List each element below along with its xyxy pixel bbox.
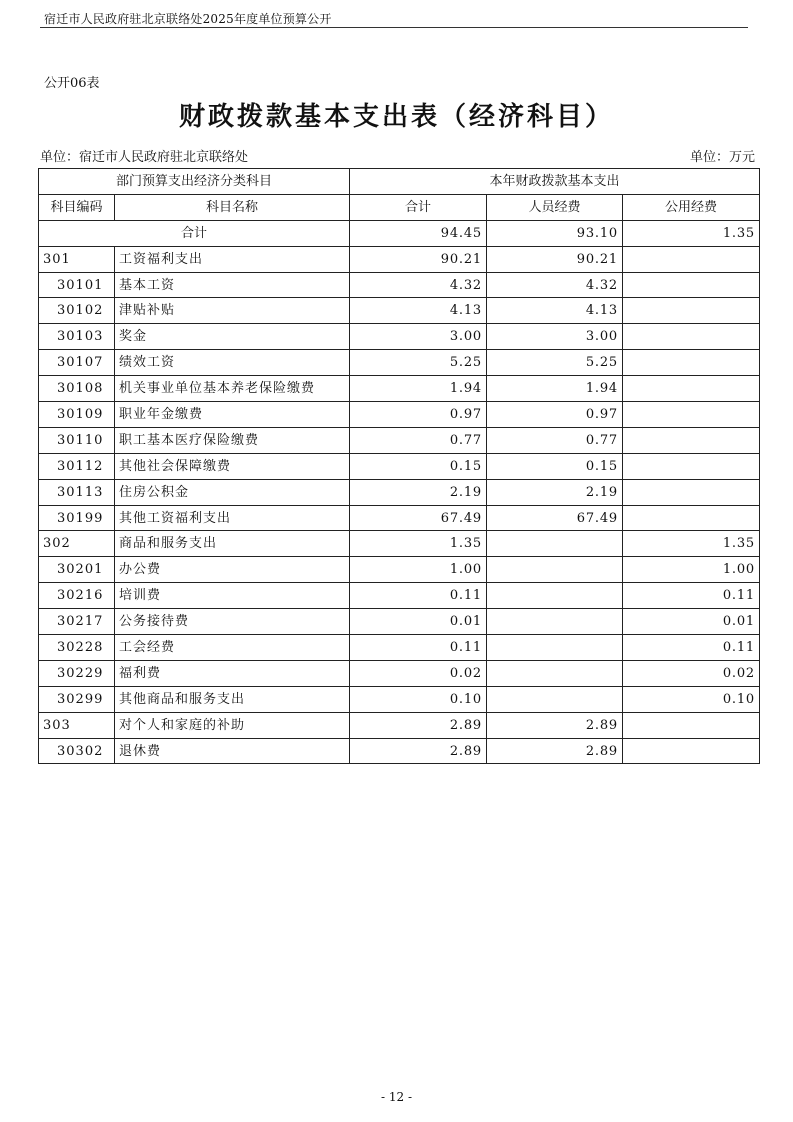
- cell-total: 0.10: [350, 686, 487, 712]
- table-row: [39, 660, 760, 686]
- cell-public: 0.02: [623, 660, 760, 686]
- table-row: [39, 686, 760, 712]
- table-row: [39, 557, 760, 583]
- cell-name: 其他商品和服务支出: [115, 686, 350, 712]
- cell-name: 其他社会保障缴费: [115, 453, 350, 479]
- cell-name: 工资福利支出: [115, 246, 350, 272]
- column-header-personnel: 人员经费: [487, 194, 623, 220]
- cell-code: 30199: [39, 505, 115, 531]
- cell-name: 绩效工资: [115, 350, 350, 376]
- cell-code: 30201: [39, 557, 115, 583]
- cell-name: 职工基本医疗保险缴费: [115, 427, 350, 453]
- table-row: [39, 479, 760, 505]
- cell-name: 办公费: [115, 557, 350, 583]
- unit-name: 单位：宿迁市人民政府驻北京联络处: [40, 150, 249, 165]
- table-row: [39, 609, 760, 635]
- cell-code: 303: [39, 712, 115, 738]
- cell-name: 基本工资: [115, 272, 350, 298]
- total-personnel-value: 93.10: [487, 220, 623, 246]
- currency-unit: 单位：万元: [689, 150, 755, 165]
- header-divider: [40, 27, 748, 28]
- cell-personnel: 0.77: [487, 427, 623, 453]
- cell-code: 30299: [39, 686, 115, 712]
- cell-personnel: [487, 531, 623, 557]
- cell-name: 工会经费: [115, 635, 350, 661]
- cell-total: 67.49: [350, 505, 487, 531]
- cell-code: 30112: [39, 453, 115, 479]
- document-header: 宿迁市人民政府驻北京联络处2025年度单位预算公开: [44, 12, 332, 26]
- table-row: [39, 402, 760, 428]
- cell-public: [623, 738, 760, 764]
- cell-total: 2.89: [350, 712, 487, 738]
- cell-personnel: [487, 686, 623, 712]
- cell-total: 3.00: [350, 324, 487, 350]
- group-header-basic-expenditure: 本年财政拨款基本支出: [350, 169, 760, 195]
- table-row: [39, 350, 760, 376]
- cell-code: 30228: [39, 635, 115, 661]
- cell-public: [623, 712, 760, 738]
- cell-personnel: 2.89: [487, 712, 623, 738]
- table-row: [39, 738, 760, 764]
- cell-public: [623, 427, 760, 453]
- total-label: 合计: [39, 220, 350, 246]
- cell-personnel: 4.13: [487, 298, 623, 324]
- table-row: [39, 712, 760, 738]
- cell-personnel: 0.15: [487, 453, 623, 479]
- cell-code: 301: [39, 246, 115, 272]
- cell-total: 4.13: [350, 298, 487, 324]
- cell-name: 福利费: [115, 660, 350, 686]
- cell-public: 1.00: [623, 557, 760, 583]
- cell-public: 1.35: [623, 531, 760, 557]
- cell-public: 0.11: [623, 583, 760, 609]
- cell-total: 0.01: [350, 609, 487, 635]
- cell-name: 对个人和家庭的补助: [115, 712, 350, 738]
- cell-personnel: [487, 609, 623, 635]
- cell-code: 30216: [39, 583, 115, 609]
- cell-code: 30302: [39, 738, 115, 764]
- cell-public: [623, 453, 760, 479]
- cell-total: 0.11: [350, 583, 487, 609]
- table-row: [39, 505, 760, 531]
- column-header-public: 公用经费: [623, 194, 760, 220]
- cell-total: 1.35: [350, 531, 487, 557]
- cell-public: [623, 350, 760, 376]
- cell-name: 机关事业单位基本养老保险缴费: [115, 376, 350, 402]
- table-column-header-row: [39, 194, 760, 220]
- cell-code: 30107: [39, 350, 115, 376]
- table-group-header-row: [39, 169, 760, 195]
- cell-personnel: 67.49: [487, 505, 623, 531]
- table-row: [39, 298, 760, 324]
- total-row: [39, 220, 760, 246]
- cell-code: 30108: [39, 376, 115, 402]
- cell-total: 0.11: [350, 635, 487, 661]
- table-row: [39, 453, 760, 479]
- cell-code: 30109: [39, 402, 115, 428]
- column-header-total: 合计: [350, 194, 487, 220]
- table-row: [39, 272, 760, 298]
- cell-public: [623, 505, 760, 531]
- cell-public: [623, 324, 760, 350]
- cell-name: 培训费: [115, 583, 350, 609]
- table-row: [39, 531, 760, 557]
- cell-code: 302: [39, 531, 115, 557]
- total-value: 94.45: [350, 220, 487, 246]
- table-row: [39, 246, 760, 272]
- cell-public: 0.10: [623, 686, 760, 712]
- cell-total: 0.02: [350, 660, 487, 686]
- cell-name: 住房公积金: [115, 479, 350, 505]
- column-header-code: 科目编码: [39, 194, 115, 220]
- cell-public: 0.11: [623, 635, 760, 661]
- cell-personnel: 5.25: [487, 350, 623, 376]
- cell-name: 津贴补贴: [115, 298, 350, 324]
- cell-personnel: 2.19: [487, 479, 623, 505]
- cell-name: 其他工资福利支出: [115, 505, 350, 531]
- cell-public: [623, 376, 760, 402]
- cell-name: 奖金: [115, 324, 350, 350]
- cell-public: [623, 246, 760, 272]
- cell-code: 30229: [39, 660, 115, 686]
- table-row: [39, 635, 760, 661]
- cell-personnel: [487, 635, 623, 661]
- cell-public: [623, 272, 760, 298]
- table-number: 公开06表: [44, 76, 100, 91]
- cell-personnel: 1.94: [487, 376, 623, 402]
- cell-total: 0.15: [350, 453, 487, 479]
- cell-total: 2.19: [350, 479, 487, 505]
- cell-personnel: [487, 583, 623, 609]
- cell-public: [623, 479, 760, 505]
- table-row: [39, 324, 760, 350]
- cell-total: 1.94: [350, 376, 487, 402]
- total-public-value: 1.35: [623, 220, 760, 246]
- page-title: 财政拨款基本支出表（经济科目）: [178, 102, 614, 132]
- cell-code: 30103: [39, 324, 115, 350]
- table-row: [39, 376, 760, 402]
- cell-code: 30102: [39, 298, 115, 324]
- budget-table: [38, 168, 760, 764]
- column-header-name: 科目名称: [115, 194, 350, 220]
- cell-personnel: [487, 660, 623, 686]
- page-number: - 12 -: [380, 1090, 412, 1104]
- cell-public: [623, 402, 760, 428]
- cell-public: 0.01: [623, 609, 760, 635]
- cell-name: 职业年金缴费: [115, 402, 350, 428]
- cell-public: [623, 298, 760, 324]
- cell-total: 1.00: [350, 557, 487, 583]
- cell-total: 5.25: [350, 350, 487, 376]
- cell-code: 30110: [39, 427, 115, 453]
- cell-name: 商品和服务支出: [115, 531, 350, 557]
- cell-personnel: 0.97: [487, 402, 623, 428]
- group-header-economic-class: 部门预算支出经济分类科目: [39, 169, 350, 195]
- cell-total: 2.89: [350, 738, 487, 764]
- cell-name: 公务接待费: [115, 609, 350, 635]
- cell-personnel: 3.00: [487, 324, 623, 350]
- cell-personnel: 4.32: [487, 272, 623, 298]
- cell-code: 30217: [39, 609, 115, 635]
- table-row: [39, 427, 760, 453]
- cell-code: 30101: [39, 272, 115, 298]
- cell-total: 4.32: [350, 272, 487, 298]
- cell-total: 0.77: [350, 427, 487, 453]
- cell-code: 30113: [39, 479, 115, 505]
- cell-personnel: [487, 557, 623, 583]
- table-row: [39, 583, 760, 609]
- cell-total: 90.21: [350, 246, 487, 272]
- cell-total: 0.97: [350, 402, 487, 428]
- cell-personnel: 2.89: [487, 738, 623, 764]
- cell-personnel: 90.21: [487, 246, 623, 272]
- cell-name: 退休费: [115, 738, 350, 764]
